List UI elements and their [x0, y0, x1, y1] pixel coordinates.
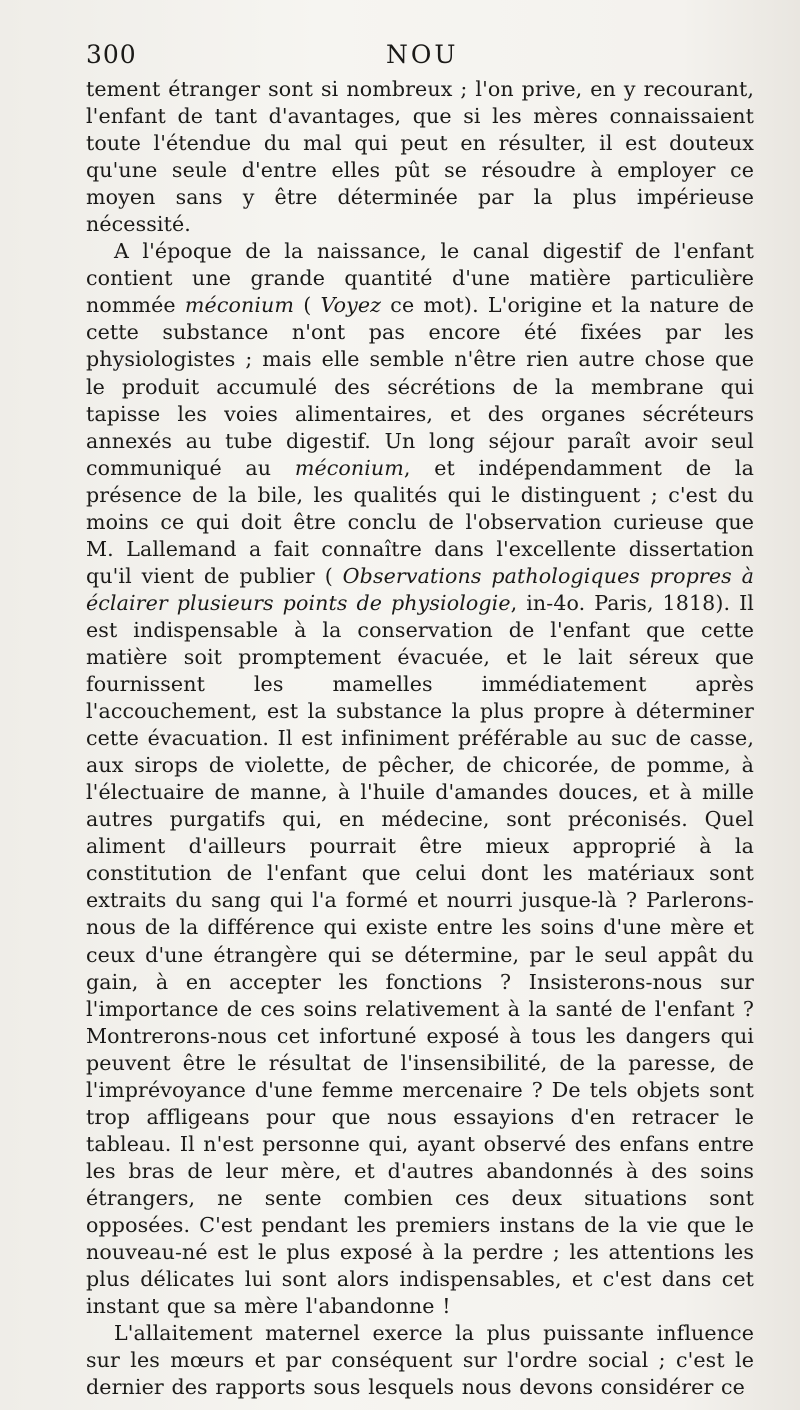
paragraph [86, 76, 754, 238]
text-run: L'allaitement maternel exerce la plus puissante influence sur les mœurs et par conséquent sur l'ordre social ; c'est le dernier des rapports sous lesquels nous devons considérer ce [86, 1321, 754, 1400]
text-run: , et indépendamment de la présence de la bile, les qualités qui le distinguent ; c'est du moins ce qui doit être conclu de l'observation curieuse que M. Lallemand a fait connaître dans l'excellente dissertation qu'il vient de publier ( [86, 455, 754, 588]
italic-text: Voyez [320, 293, 382, 318]
body-text [86, 76, 754, 1401]
book-page [86, 36, 754, 1401]
italic-text: méconium [294, 455, 404, 480]
paragraph [86, 238, 754, 1320]
text-run: ( [294, 293, 321, 318]
italic-text: Observations pathologiques propres à éclairer plusieurs points de physiologie [86, 563, 755, 615]
running-head [86, 36, 754, 76]
text-run: ce mot). L'origine et la nature de cette substance n'ont pas encore été fixées par les physiologistes ; mais elle semble n'être rien autre chose que le produit accumulé des sécrétions de la membrane qui tapisse les voies alimentaires, et des organes sécréteurs annexés au tube digestif. Un long séjour paraît avoir seul communiqué au [86, 293, 755, 480]
paragraph [86, 1320, 754, 1401]
page-number: 300 [86, 40, 137, 69]
text-run: A l'époque de la naissance, le canal digestif de l'enfant contient une grande quantité d'une matière particulière nommée [86, 239, 754, 318]
text-run: , in-4o. Paris, 1818). Il est indispensable à la conservation de l'enfant que cette matière soit promptement évacuée, et le lait séreux que fournissent les mamelles immédiatement après l'accouchement, est la substance la plus propre à déterminer cette évacuation. Il est infiniment préférable au suc de casse, aux sirops de violette, de pêcher, de chicorée, de pomme, à l'électuaire de manne, à l'huile d'amandes douces, et à mille autres purgatifs qui, en médecine, sont préconisés. Quel aliment d'ailleurs pourrait être mieux approprié à la constitution de l'enfant que celui dont les matériaux sont extraits du sang qui l'a formé et nourri jusque-là ? Parlerons-nous de la différence qui existe entre les soins d'une mère et ceux d'une étrangère qui se détermine, par le seul appât du gain, à en accepter les fonctions ? Insisterons-nous sur l'importance de ces soins relativement à la santé de l'enfant ? Montrerons-nous cet infortuné exposé à tous les dangers qui peuvent être le résultat de l'insensibilité, de la paresse, de l'imprévoyance d'une femme mercenaire ? De tels objets sont trop affligeans pour que nous essayions d'en retracer le tableau. Il n'est personne qui, ayant observé des enfans entre les bras de leur mère, et d'autres abandonnés à des soins étrangers, ne sente combien ces deux situations sont opposées. C'est pendant les premiers instans de la vie que le nouveau-né est le plus exposé à la perdre ; les attentions les plus délicates lui sont alors indispensables, et c'est dans cet instant que sa mère l'abandonne ! [86, 590, 754, 1319]
running-title: NOU [386, 40, 459, 69]
italic-text: méconium [184, 293, 294, 318]
text-run: tement étranger sont si nombreux ; l'on prive, en y recourant, l'enfant de tant d'avantages, que si les mères connaissaient toute l'étendue du mal qui peut en résulter, il est douteux qu'une seule d'entre elles pût se résoudre à employer ce moyen sans y être déterminée par la plus impérieuse nécessité. [86, 77, 754, 237]
